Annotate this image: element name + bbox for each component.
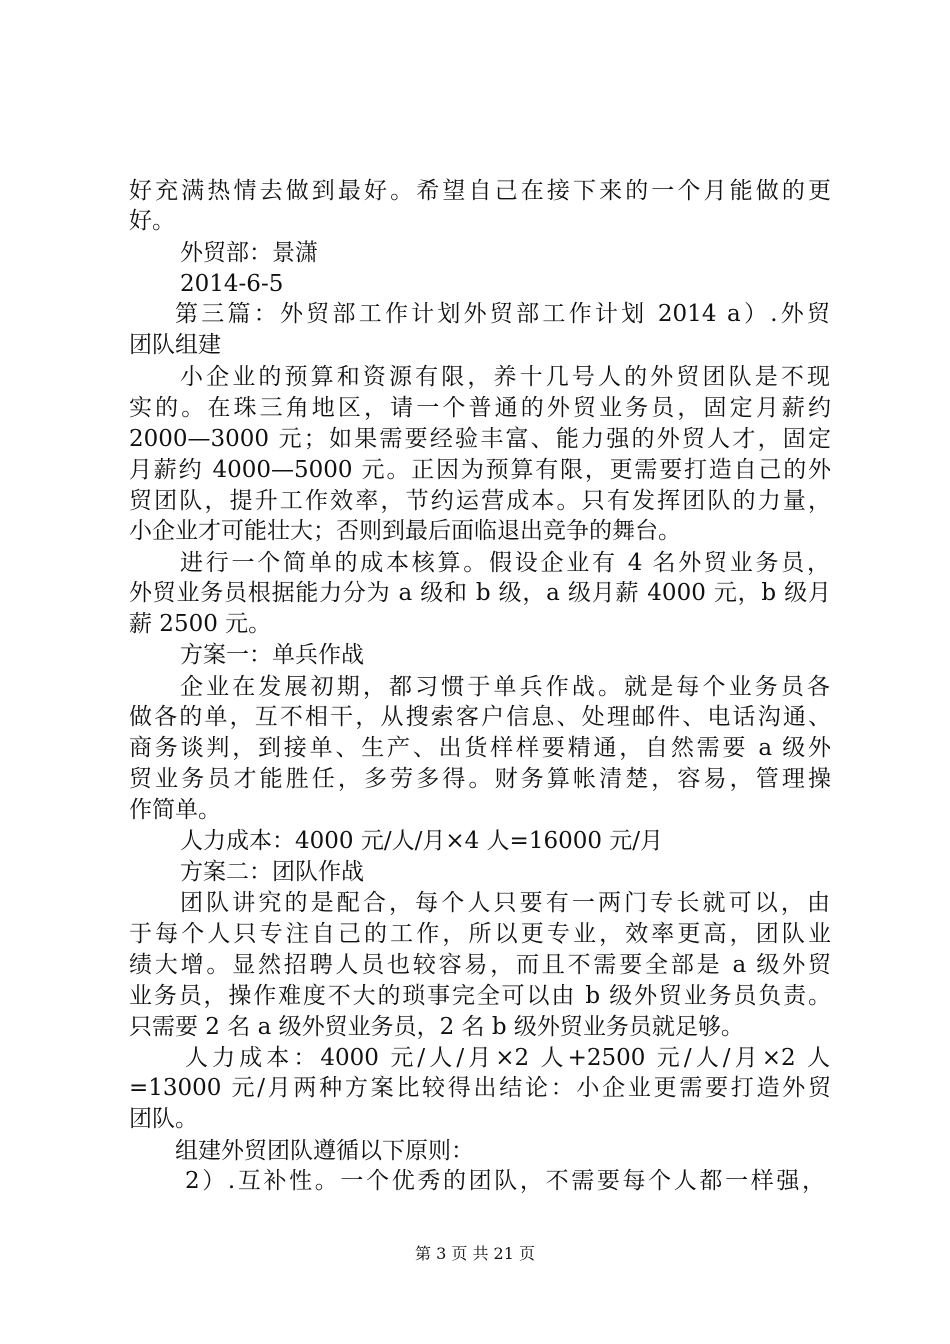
text-line: 企业在发展初期，都习惯于单兵作战。就是每个业务员各 <box>180 674 830 700</box>
text-line: 小企业才可能壮大；否则到最后面临退出竞争的舞台。 <box>129 518 681 544</box>
text-line: 2）.互补性。一个优秀的团队，不需要每个人都一样强， <box>185 1168 825 1194</box>
text-line: 作简单。 <box>129 797 221 823</box>
text-line: 方案二：团队作战 <box>180 859 364 885</box>
text-line: 组建外贸团队遵循以下原则： <box>175 1138 474 1164</box>
text-line: 业务员，操作难度不大的琐事完全可以由 b 级外贸业务员负责。 <box>129 983 831 1009</box>
text-line: 外贸业务员根据能力分为 a 级和 b 级，a 级月薪 4000 元，b 级月 <box>129 580 831 606</box>
text-line: 好。 <box>129 208 175 234</box>
text-line: 商务谈判，到接单、生产、出货样样要精通，自然需要 a 级外 <box>129 735 831 761</box>
text-line: 做各的单，互不相干，从搜索客户信息、处理邮件、电话沟通、 <box>129 704 831 730</box>
text-line: 第三篇：外贸部工作计划外贸部工作计划 2014 a）.外贸 <box>175 301 830 327</box>
text-line: 小企业的预算和资源有限，养十几号人的外贸团队是不现 <box>180 364 830 390</box>
text-line: 外贸部：景潇 <box>180 240 318 266</box>
text-line: 2000—3000 元；如果需要经验丰富、能力强的外贸人才，固定 <box>129 426 831 452</box>
text-line: 团队。 <box>129 1106 198 1132</box>
text-line: 绩大增。显然招聘人员也较容易，而且不需要全部是 a 级外贸 <box>129 952 831 978</box>
text-line: 贸团队，提升工作效率，节约运营成本。只有发挥团队的力量， <box>129 488 831 514</box>
text-line: 方案一：单兵作战 <box>180 642 364 668</box>
text-line: 人力成本：4000 元/人/月×2 人+2500 元/人/月×2 人 <box>185 1045 830 1071</box>
text-line: 月薪约 4000—5000 元。正因为预算有限，更需要打造自己的外 <box>129 457 831 483</box>
text-line: =13000 元/月两种方案比较得出结论：小企业更需要打造外贸 <box>129 1075 831 1101</box>
page-footer: 第 3 页 共 21 页 <box>415 1244 535 1263</box>
text-line: 进行一个简单的成本核算。假设企业有 4 名外贸业务员， <box>180 550 830 576</box>
text-line: 于每个人只专注自己的工作，所以更专业，效率更高，团队业 <box>129 921 831 947</box>
text-line: 只需要 2 名 a 级外贸业务员，2 名 b 级外贸业务员就足够。 <box>129 1014 744 1040</box>
text-line: 实的。在珠三角地区，请一个普通的外贸业务员，固定月薪约 <box>129 395 831 421</box>
text-line: 团队讲究的是配合，每个人只要有一两门专长就可以，由 <box>180 890 830 916</box>
text-line: 团队组建 <box>129 332 221 358</box>
text-line: 好充满热情去做到最好。希望自己在接下来的一个月能做的更 <box>129 178 831 204</box>
text-line: 2014-6-5 <box>180 271 284 297</box>
text-line: 人力成本：4000 元/人/月×4 人=16000 元/月 <box>180 828 664 854</box>
text-line: 薪 2500 元。 <box>129 611 272 637</box>
text-line: 贸业务员才能胜任，多劳多得。财务算帐清楚，容易，管理操 <box>129 766 831 792</box>
